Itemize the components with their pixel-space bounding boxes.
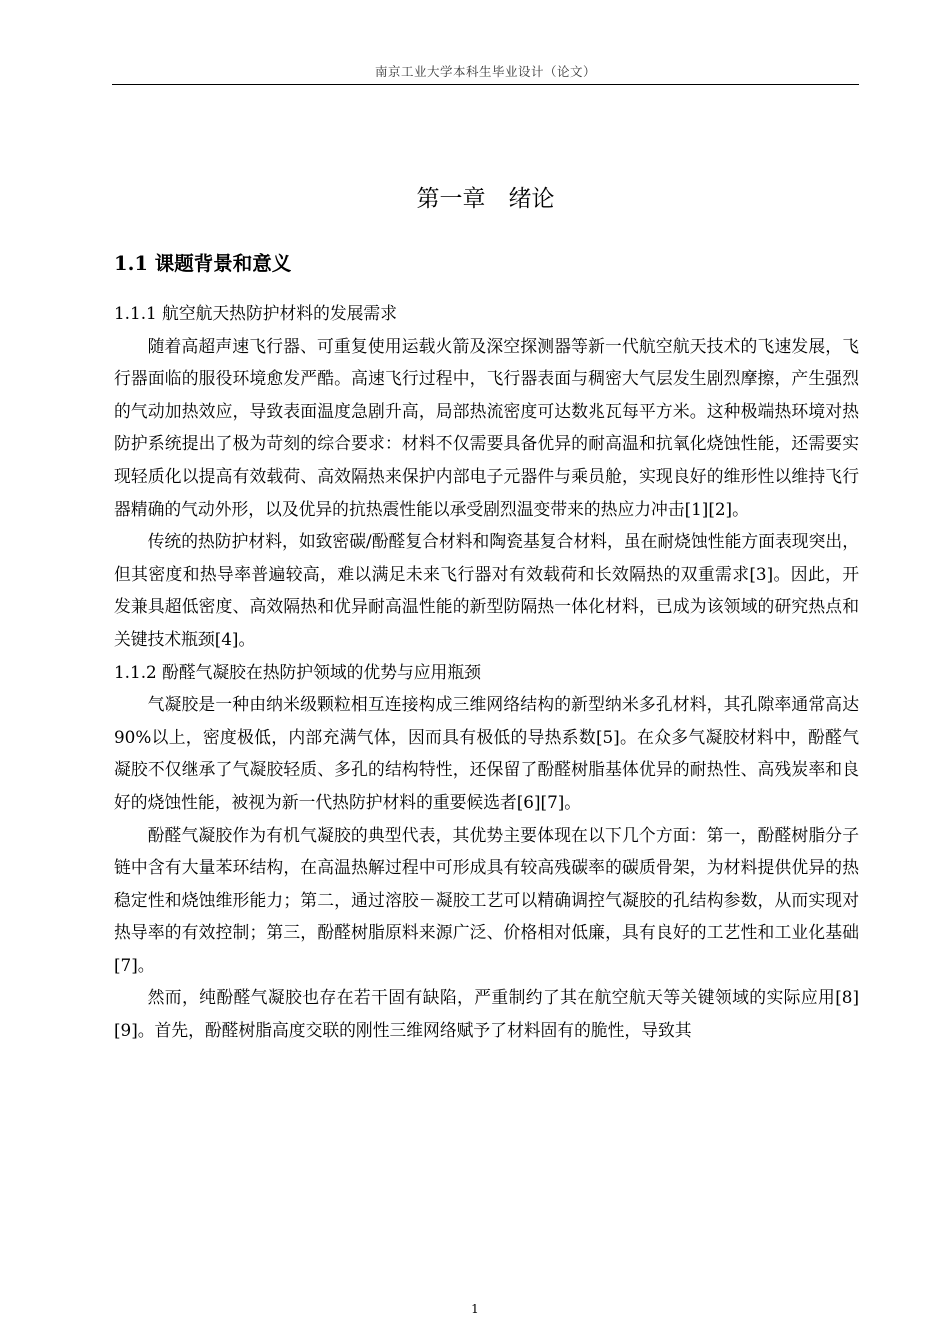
running-header: 南京工业大学本科生毕业设计（论文） bbox=[374, 64, 596, 79]
header-rule bbox=[112, 84, 859, 85]
chapter-title: 第一章 绪论 bbox=[416, 186, 555, 212]
paragraph: 酚醛气凝胶作为有机气凝胶的典型代表，其优势主要体现在以下几个方面：第一，酚醛树脂分子链中含有大量苯环结构，在高温热解过程中可形成具有较高残碳率的碳质骨架，为材料提供优异的热稳定性和烧蚀维形能力；第二，通过溶胶－凝胶工艺可以精确调控气凝胶的孔结构参数，从而实现对热导率的有效控制；第三，酚醛树脂原料来源广泛、价格相对低廉，具有良好的工艺性和工业化基础[7]。 bbox=[114, 824, 859, 975]
paragraph: 气凝胶是一种由纳米级颗粒相互连接构成三维网络结构的新型纳米多孔材料，其孔隙率通常高达 90%以上，密度极低，内部充满气体，因而具有极低的导热系数[5]。在众多气凝胶材料中，酚醛气凝胶不仅继承了气凝胶轻质、多孔的结构特性，还保留了酚醛树脂基体优异的耐热性、高残炭率和良好的烧蚀性能，被视为新一代热防护材料的重要候选者[6][7]。 bbox=[114, 694, 859, 812]
paragraph: 随着高超声速飞行器、可重复使用运载火箭及深空探测器等新一代航空航天技术的飞速发展，飞行器面临的服役环境愈发严酷。高速飞行过程中，飞行器表面与稠密大气层发生剧烈摩擦，产生强烈的气动加热效应，导致表面温度急剧升高，局部热流密度可达数兆瓦每平方米。这种极端热环境对热防护系统提出了极为苛刻的综合要求：材料不仅需要具备优异的耐高温和抗氧化烧蚀性能，还需要实现轻质化以提高有效载荷、高效隔热来保护内部电子元器件与乘员舱，实现良好的维形性以维持飞行器精确的气动外形，以及优异的抗热震性能以承受剧烈温变带来的热应力冲击[1][2]。 bbox=[114, 335, 859, 519]
subsection-title-1-1-1: 1.1.1 航空航天热防护材料的发展需求 bbox=[114, 303, 397, 323]
paragraph: 传统的热防护材料，如致密碳/酚醛复合材料和陶瓷基复合材料，虽在耐烧蚀性能方面表现突出，但其密度和热导率普遍较高，难以满足未来飞行器对有效载荷和长效隔热的双重需求[3]。因此，开发兼具超低密度、高效隔热和优异耐高温性能的新型防隔热一体化材料，已成为该领域的研究热点和关键技术瓶颈[4]。 bbox=[114, 531, 859, 649]
paragraph: 然而，纯酚醛气凝胶也存在若干固有缺陷，严重制约了其在航空航天等关键领域的实际应用[8][9]。首先，酚醛树脂高度交联的刚性三维网络赋予了材料固有的脆性，导致其 bbox=[114, 987, 859, 1041]
section-title: 1.1 课题背景和意义 bbox=[114, 252, 292, 275]
page-number: 1 bbox=[471, 1302, 479, 1316]
body-text bbox=[114, 297, 859, 1047]
subsection-title-1-1-2: 1.1.2 酚醛气凝胶在热防护领域的优势与应用瓶颈 bbox=[114, 661, 481, 682]
